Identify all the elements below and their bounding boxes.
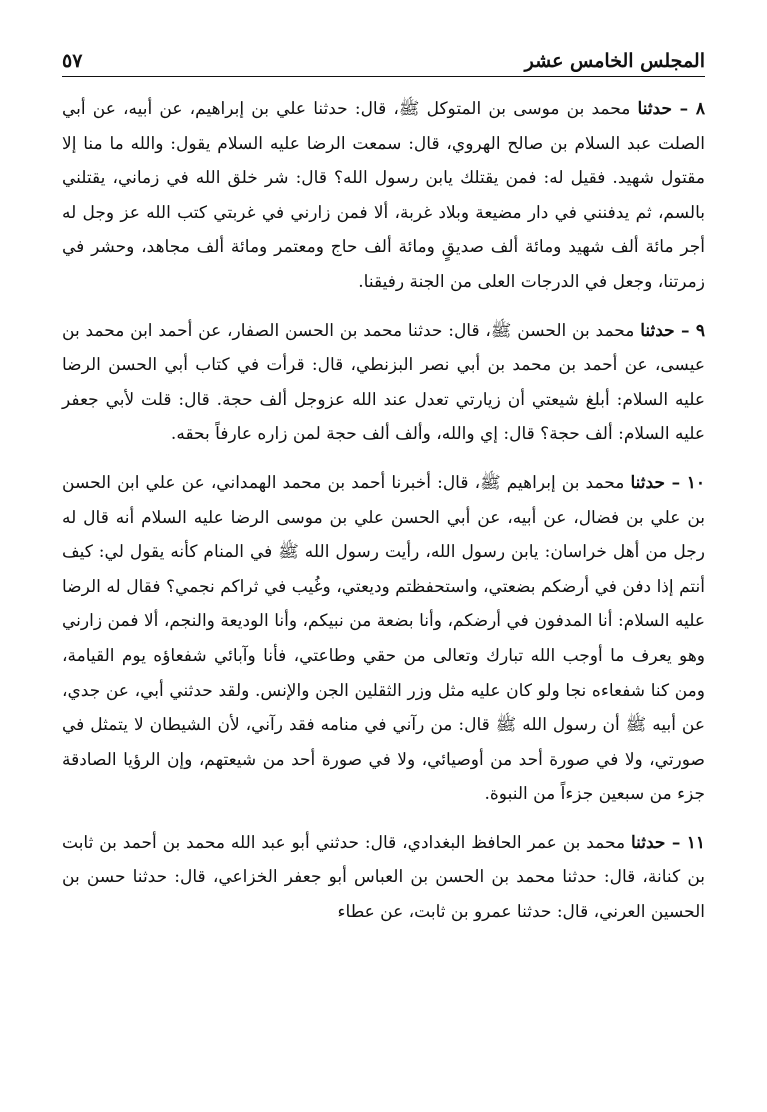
page-body: [62, 92, 705, 944]
header-divider: [62, 76, 705, 77]
page-number: ٥٧: [62, 50, 83, 72]
hadith-number: ٩: [695, 320, 705, 341]
hadith-paragraph: ١٠ – حدثنا محمد بن إبراهيم ﷺ، قال: أخبرنا أحمد بن محمد الهمداني، عن علي ابن الحسن بن علي بن فضال، عن أبيه، عن أبي الحسن علي بن موسى الرضا عليه السلام أنه قال له رجل من أهل خراسان: يابن رسول الله، رأيت رسول الله ﷺ في المنام كأنه يقول لي: كيف أنتم إذا دفن في أرضكم بضعتي، واستحفظتم وديعتي، وغُيب في ثراكم نجمي؟ فقال له الرضا عليه السلام: أنا المدفون في أرضكم، وأنا بضعة من نبيكم، وأنا الوديعة والنجم، ألا فمن زارني وهو يعرف ما أوجب الله تبارك وتعالى من حقي وطاعتي، فأنا وآبائي شفعاؤه يوم القيامة، ومن كنا شفعاءه نجا ولو كان عليه مثل وزر الثقلين الجن والإنس. ولقد حدثني أبي، عن جدي، عن أبيه ﷺ أن رسول الله ﷺ قال: من رآني في منامه فقد رآني، لأن الشيطان لا يتمثل في صورتي، ولا في صورة أحد من أوصيائي، ولا في صورة أحد من شيعتهم، وإن الرؤيا الصادقة جزء من سبعين جزءاً من النبوة.: [62, 472, 705, 805]
hadith-paragraph: ٨ – حدثنا محمد بن موسى بن المتوكل ﷺ، قال: حدثنا علي بن إبراهيم، عن أبيه، عن أبي الصلت عبد السلام بن صالح الهروي، قال: سمعت الرضا عليه السلام يقول: والله ما منا إلا مقتول شهيد. فقيل له: فمن يقتلك يابن رسول الله؟ قال: شر خلق الله في زماني، يقتلني بالسم، ثم يدفنني في دار مضيعة وبلاد غربة، ألا فمن زارني في غربتي كتب الله عز وجل له أجر مائة ألف شهيد ومائة ألف صديقٍ ومائة ألف حاج ومعتمر ومائة ألف مجاهد، وحشر في زمرتنا، وجعل في الدرجات العلى من الجنة رفيقنا.: [62, 99, 706, 292]
hadith-lead-word: حدثنا: [630, 472, 665, 493]
hadith-paragraph: ٩ – حدثنا محمد بن الحسن ﷺ، قال: حدثنا محمد بن الحسن الصفار، عن أحمد ابن محمد بن عيسى، عن أحمد بن محمد بن أبي نصر البزنطي، قال: قرأت في كتاب أبي الحسن الرضا عليه السلام: أبلغ شيعتي أن زيارتي تعدل عند الله عزوجل ألف حجة. قال: قلت لأبي جعفر عليه السلام: ألف حجة؟ قال: إي والله، وألف ألف حجة لمن زاره عارفاً بحقه.: [62, 320, 706, 445]
hadith-text: محمد بن عمر الحافظ البغدادي، قال: حدثني أبو عبد الله محمد بن أحمد بن ثابت بن كنانة، قال: حدثنا محمد بن الحسن بن العباس أبو جعفر الخزاعي، قال: حدثنا حسن بن الحسين العرني، قال: حدثنا عمرو بن ثابت، عن عطاء: [62, 832, 705, 923]
hadith-lead-word: حدثنا: [630, 832, 666, 853]
hadith-paragraph: ١١ – حدثنا محمد بن عمر الحافظ البغدادي، قال: حدثني أبو عبد الله محمد بن أحمد بن ثابت بن كنانة، قال: حدثنا محمد بن الحسن بن العباس أبو جعفر الخزاعي، قال: حدثنا حسن بن الحسين العرني، قال: حدثنا عمرو بن ثابت، عن عطاء: [62, 832, 705, 923]
hadith-text: محمد بن إبراهيم ﷺ، قال: أخبرنا أحمد بن محمد الهمداني، عن علي ابن الحسن بن علي بن فضال، عن أبيه، عن أبي الحسن علي بن موسى الرضا عليه السلام أنه قال له رجل من أهل خراسان: يابن رسول الله، رأيت رسول الله ﷺ في المنام كأنه يقول لي: كيف أنتم إذا دفن في أرضكم بضعتي، واستحفظتم وديعتي، وغُيب في ثراكم نجمي؟ فقال له الرضا عليه السلام: أنا المدفون في أرضكم، وأنا بضعة من نبيكم، وأنا الوديعة والنجم، ألا فمن زارني وهو يعرف ما أوجب الله تبارك وتعالى من حقي وطاعتي، فأنا وآبائي شفعاؤه يوم القيامة، ومن كنا شفعاءه نجا ولو كان عليه مثل وزر الثقلين الجن والإنس. ولقد حدثني أبي، عن جدي، عن أبيه ﷺ أن رسول الله ﷺ قال: من رآني في منامه فقد رآني، لأن الشيطان لا يتمثل في صورتي، ولا في صورة أحد من أوصيائي، ولا في صورة أحد من شيعتهم، وإن الرؤيا الصادقة جزء من سبعين جزءاً من النبوة.: [62, 472, 705, 805]
chapter-title: المجلس الخامس عشر: [524, 50, 705, 72]
hadith-lead-word: حدثنا: [637, 99, 672, 119]
hadith-number: ٨: [695, 99, 706, 119]
hadith-lead-word: حدثنا: [640, 320, 675, 341]
hadith-text: محمد بن موسى بن المتوكل ﷺ، قال: حدثنا علي بن إبراهيم، عن أبيه، عن أبي الصلت عبد السلام بن صالح الهروي، قال: سمعت الرضا عليه السلام يقول: والله ما منا إلا مقتول شهيد. فقيل له: فمن يقتلك يابن رسول الله؟ قال: شر خلق الله في زماني، يقتلني بالسم، ثم يدفنني في دار مضيعة وبلاد غربة، ألا فمن زارني في غربتي كتب الله عز وجل له أجر مائة ألف شهيد ومائة ألف صديقٍ ومائة ألف حاج ومعتمر ومائة ألف مجاهد، وحشر في زمرتنا، وجعل في الدرجات العلى من الجنة رفيقنا.: [62, 99, 705, 292]
hadith-number: ١١: [686, 832, 705, 853]
hadith-number: ١٠: [686, 472, 705, 493]
running-head: [62, 40, 705, 72]
hadith-text: محمد بن الحسن ﷺ، قال: حدثنا محمد بن الحسن الصفار، عن أحمد ابن محمد بن عيسى، عن أحمد بن محمد بن أبي نصر البزنطي، قال: قرأت في كتاب أبي الحسن الرضا عليه السلام: أبلغ شيعتي أن زيارتي تعدل عند الله عزوجل ألف حجة. قال: قلت لأبي جعفر عليه السلام: ألف حجة؟ قال: إي والله، وألف ألف حجة لمن زاره عارفاً بحقه.: [62, 320, 706, 445]
